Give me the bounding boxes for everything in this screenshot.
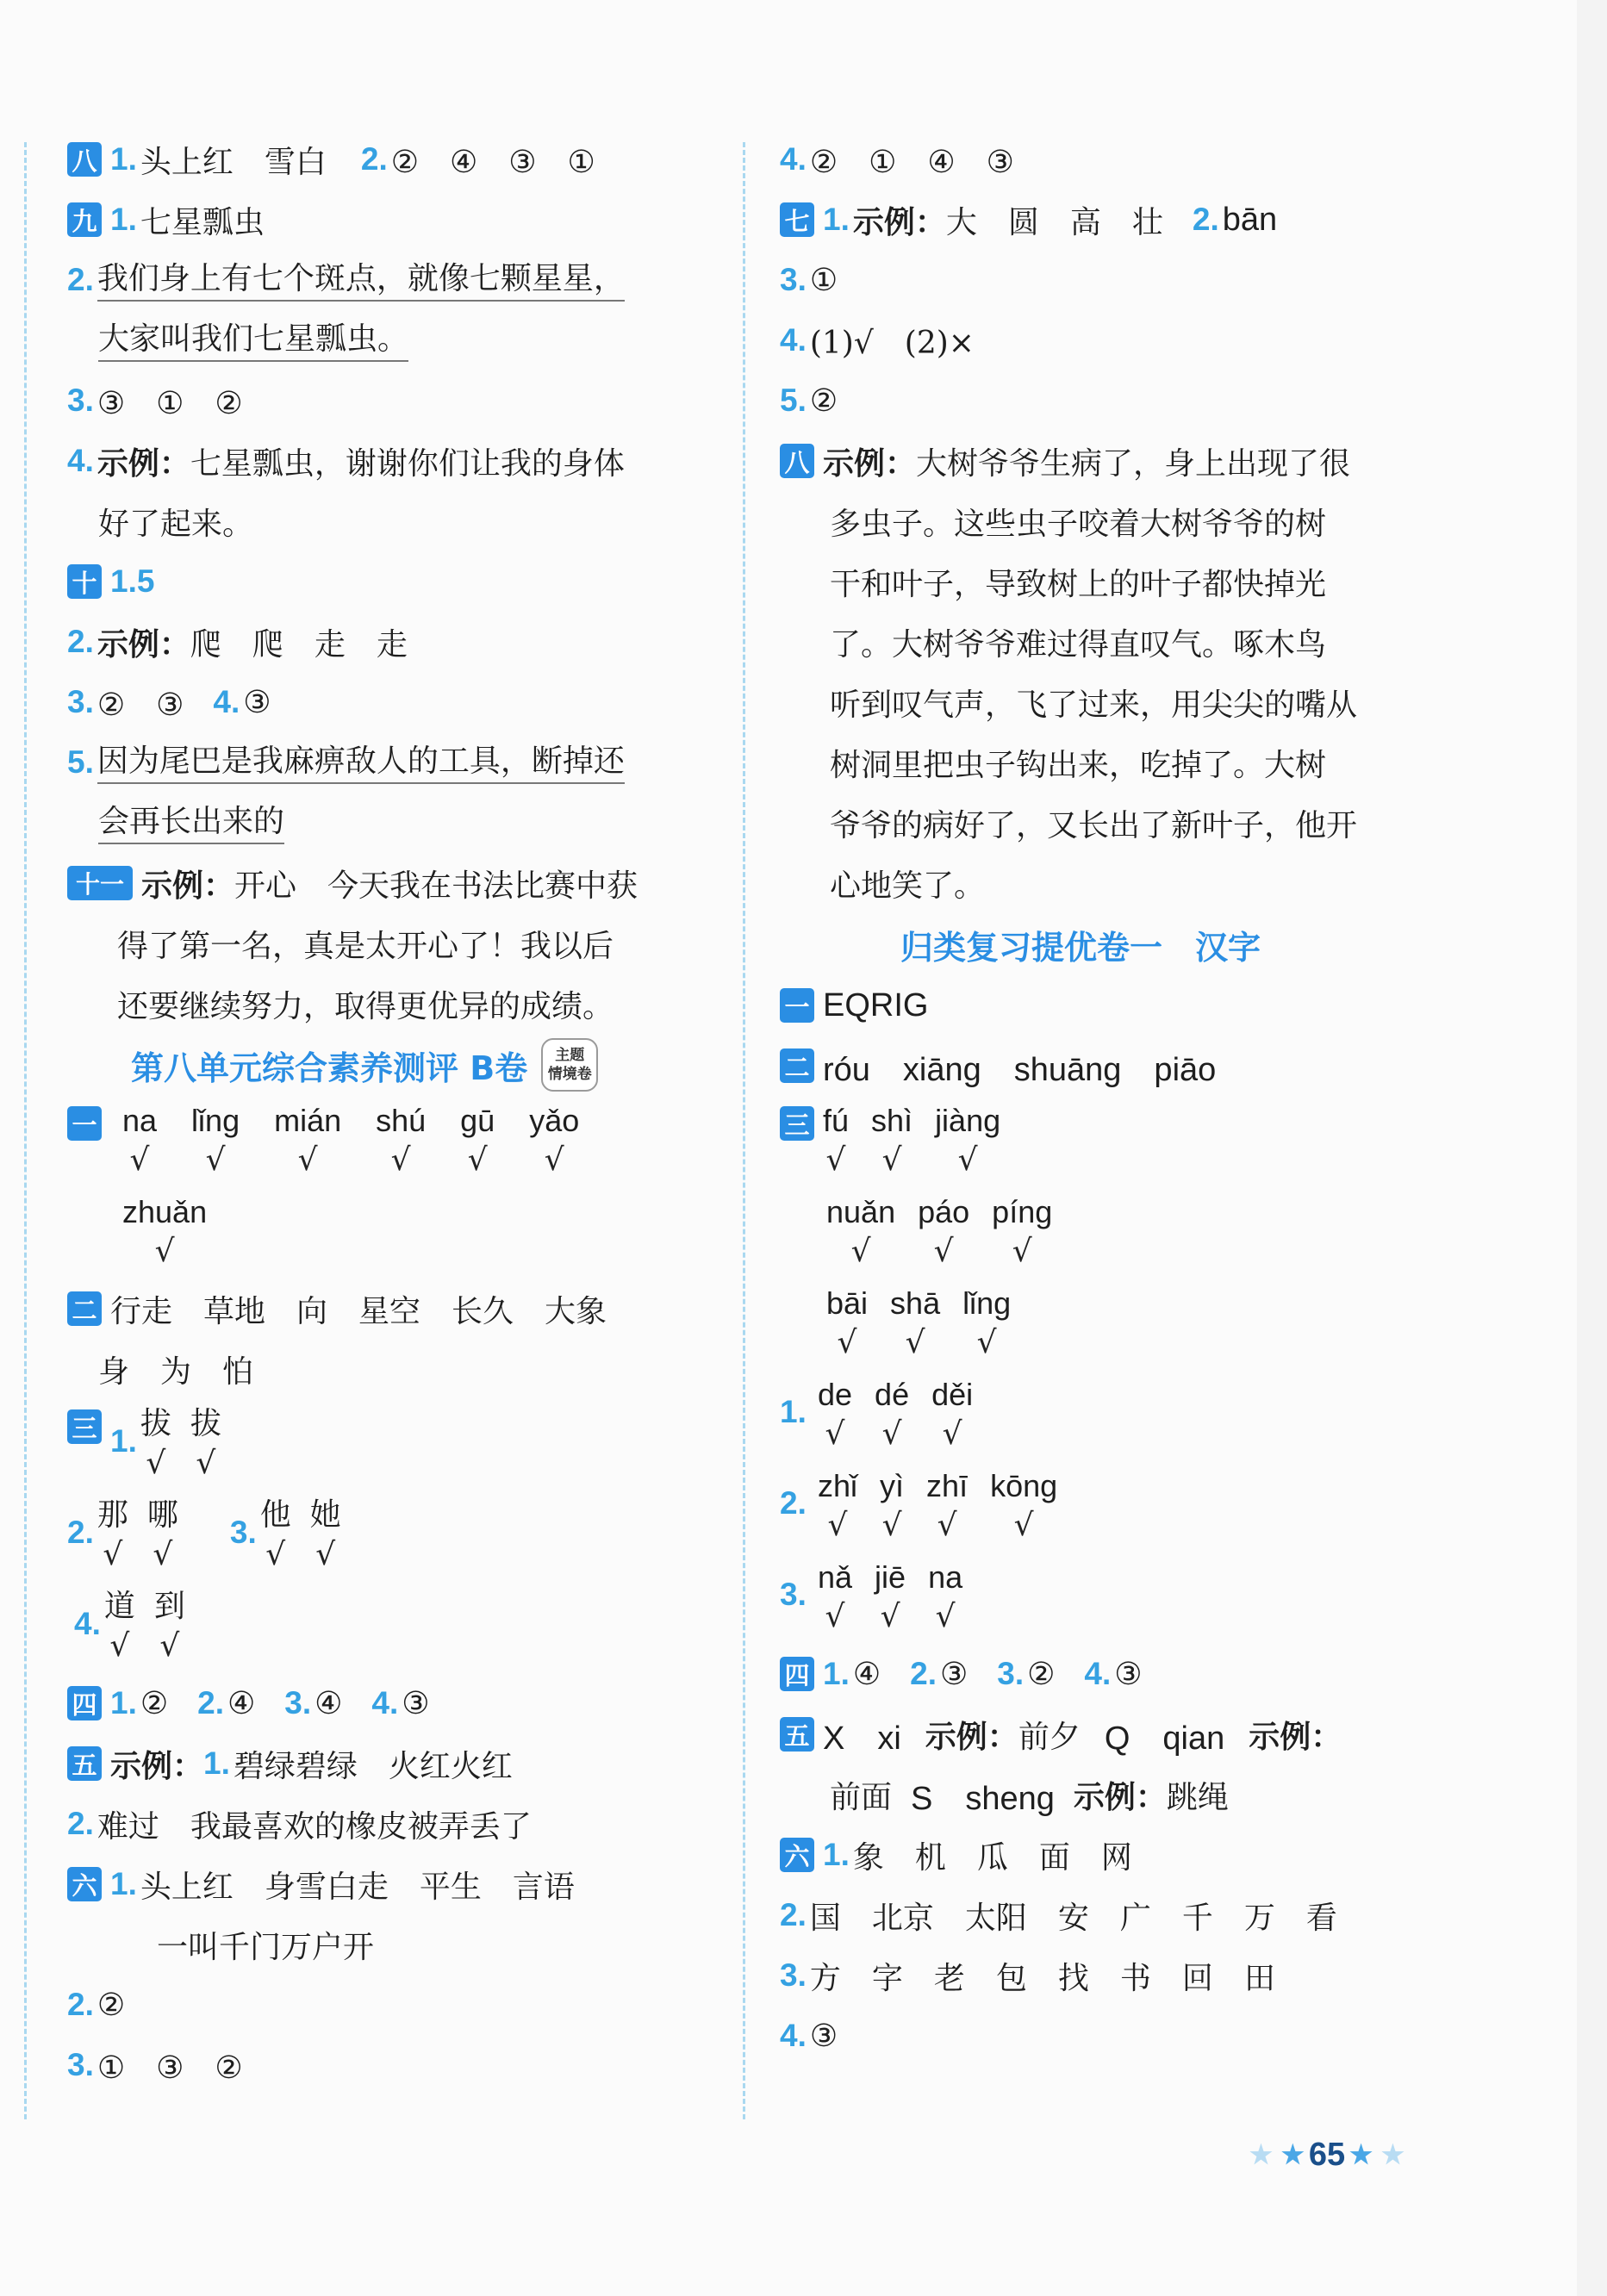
answer-text: ② ③ xyxy=(97,687,184,723)
page-footer xyxy=(1245,2137,1409,2174)
answer-line xyxy=(67,431,722,491)
pinyin-cell: shā √ xyxy=(890,1285,941,1360)
answer-text: 还要继续努力，取得更优异的成绩。 xyxy=(117,988,614,1024)
section-5-line: 五 X xi 示例： 前夕 Q qian 示例： xyxy=(780,1704,1452,1764)
pinyin-cell: kōng √ xyxy=(990,1468,1058,1543)
pinyin-cell: jiē √ xyxy=(875,1559,906,1634)
section-badge: 二 xyxy=(780,1048,814,1083)
pinyin-cell: shì √ xyxy=(871,1103,913,1178)
item-number: 4. xyxy=(74,1606,101,1641)
answer-text: 爬 爬 走 走 xyxy=(190,626,408,663)
section-6-line: 六 1. 象 机 瓜 面 网 xyxy=(780,1825,1452,1885)
answer-text: ③ xyxy=(809,2018,838,2054)
underlined-answer: 我们身上有七个斑点，就像七颗星星， xyxy=(97,258,625,302)
section-4-line: 四 1. ④ 2. ③ 3. ② 4. ③ xyxy=(780,1644,1452,1704)
item-number: 4. xyxy=(67,443,94,478)
pinyin-cell: nuǎn √ xyxy=(826,1194,896,1269)
answer-text: 开心 今天我在书法比赛中获 xyxy=(234,868,638,904)
item-number: 1. xyxy=(110,141,137,177)
star-icon: ★ xyxy=(1249,2141,1273,2169)
answer-line: 4. (1)√ (2)× xyxy=(780,322,975,361)
char-check-group xyxy=(67,1399,722,1490)
pinyin-cell: páo √ xyxy=(918,1194,970,1269)
answer-line: 3. ① ③ ② xyxy=(67,2035,722,2095)
star-icon: ★ xyxy=(1349,2141,1373,2169)
theme-tag-line: 主题 xyxy=(555,1047,585,1064)
pinyin-cell: shú √ xyxy=(376,1103,427,1178)
section-badge: 五 xyxy=(780,1717,814,1752)
pinyin-check-group xyxy=(67,1096,722,1187)
answer-line: 听到叹气声，飞了过来，用尖尖的嘴从 xyxy=(830,687,1358,723)
section-badge: 十 xyxy=(67,564,102,599)
section-badge: 四 xyxy=(780,1657,814,1691)
section-badge: 三 xyxy=(780,1106,814,1141)
pinyin-cell: lǐng √ xyxy=(191,1103,240,1178)
answer-line xyxy=(67,310,722,370)
answer-line xyxy=(67,913,722,974)
review-title-text: 归类复习提优卷一 汉字 xyxy=(900,928,1261,967)
char-cell: 那 √ xyxy=(97,1497,128,1572)
item-number: 3. xyxy=(229,1515,257,1550)
example-label: 示例： xyxy=(852,204,946,240)
answer-text: 头上红 身雪白走 平生 言语 xyxy=(140,1869,575,1905)
pinyin-check-group xyxy=(780,1279,1452,1370)
example-label: 示例： xyxy=(1073,1779,1167,1815)
answer-text: 象 机 瓜 面 网 xyxy=(852,1839,1132,1876)
pinyin-check-group xyxy=(67,1187,722,1279)
answer-line xyxy=(67,612,722,672)
answer-line xyxy=(67,250,722,310)
section-badge: 十一 xyxy=(67,866,133,900)
pinyin-cell: píng √ xyxy=(992,1194,1053,1269)
answer-line xyxy=(67,1339,722,1399)
answer-text: 大 圆 高 壮 xyxy=(945,204,1163,240)
pinyin-cell: gū √ xyxy=(460,1103,495,1178)
pinyin-cell: yǎo √ xyxy=(529,1103,580,1178)
answer-line: 多虫子。这些虫子咬着大树爷爷的树 xyxy=(830,506,1327,542)
answer-text: 七星瓢虫 xyxy=(140,204,265,240)
pinyin-cell: zhuǎn √ xyxy=(122,1194,208,1269)
pinyin-cell: mián √ xyxy=(274,1103,342,1178)
section-2-line xyxy=(67,1279,722,1339)
pinyin-check-group: 1. de √ dé √ děi √ xyxy=(780,1370,1452,1461)
item-number: 1. xyxy=(110,1423,137,1459)
char-cell: 他 √ xyxy=(259,1497,291,1572)
answer-line xyxy=(67,732,722,793)
section-badge: 一 xyxy=(780,988,814,1023)
answer-text: 一叫千门万户开 xyxy=(157,1929,375,1965)
char-cell: 拔 √ xyxy=(140,1406,171,1481)
answer-line: 3. ① xyxy=(780,262,838,298)
section-badge: 六 xyxy=(67,1867,102,1901)
answer-line: 2. ② xyxy=(67,1987,126,2023)
char-cell: 道 √ xyxy=(103,1589,135,1664)
example-label: 示例： xyxy=(110,1748,204,1784)
answer-text: 国 北京 太阳 安 广 千 万 看 xyxy=(809,1900,1337,1936)
section-7-line: 七 1. 示例： 大 圆 高 壮 2. bān xyxy=(780,190,1452,250)
pinyin-cell: bāi √ xyxy=(826,1285,869,1360)
underlined-answer: 大家叫我们七星瓢虫。 xyxy=(98,319,408,363)
answer-line xyxy=(67,370,722,431)
item-number: 1. xyxy=(110,202,137,237)
answer-text: EQRIG xyxy=(823,986,929,1024)
answer-text: ③ xyxy=(243,684,271,720)
answer-text: ② xyxy=(97,1987,126,2023)
answer-text: 难过 我最喜欢的橡皮被弄丢了 xyxy=(97,1808,532,1845)
example-label: 示例： xyxy=(925,1719,1018,1755)
answer-text: 行走 草地 向 星空 长久 大象 xyxy=(110,1293,607,1329)
answer-text: ③ ① ② xyxy=(97,385,243,421)
pinyin-cell: de √ xyxy=(818,1377,853,1452)
example-label: 示例： xyxy=(97,626,190,663)
answer-line: 前面 S sheng 示例： 跳绳 xyxy=(780,1764,1452,1825)
left-margin-divider xyxy=(24,142,27,2119)
underlined-answer: 因为尾巴是我麻痹敌人的工具，断掉还 xyxy=(97,741,625,785)
item-number: 2. xyxy=(360,141,388,177)
section-badge: 九 xyxy=(67,202,102,237)
page-number: 65 xyxy=(1308,2137,1346,2173)
answer-text: 好了起来。 xyxy=(98,506,254,542)
section-8-line xyxy=(780,431,1452,491)
section-2-line xyxy=(780,1036,1452,1096)
pinyin-check-group: 2. zhǐ √ yì √ zhī √ kōng √ xyxy=(780,1461,1452,1552)
section-11-line xyxy=(67,853,722,913)
section-6-line: 六 1. 头上红 身雪白走 平生 言语 xyxy=(67,1854,722,1914)
section-badge: 一 xyxy=(67,1106,102,1141)
answer-line: 心地笑了。 xyxy=(830,868,986,904)
pinyin-check-group xyxy=(780,1096,1452,1187)
answer-text: 七星瓢虫，谢谢你们让我的身体 xyxy=(190,445,625,482)
underlined-answer: 会再长出来的 xyxy=(98,801,284,845)
pinyin-cell: zhī √ xyxy=(926,1468,969,1543)
item-number: 1.5 xyxy=(110,563,155,599)
right-column xyxy=(780,129,1452,2066)
page-edge-shadow xyxy=(1577,0,1607,2296)
answer-text: ② ① ④ ③ xyxy=(809,144,1014,180)
answer-line xyxy=(67,491,722,551)
section-5-line: 五 示例： 1. 碧绿碧绿 火红火红 xyxy=(67,1733,722,1794)
answer-line xyxy=(67,672,722,732)
answer-text: 方 字 老 包 找 书 回 田 xyxy=(809,1960,1275,1996)
section-badge: 五 xyxy=(67,1746,102,1781)
answer-line: 5. ② xyxy=(780,383,838,419)
item-number: 2. xyxy=(67,262,94,297)
answer-text: 头上红 雪白 xyxy=(140,144,327,180)
char-cell: 哪 √ xyxy=(146,1497,178,1572)
unit-title-text: 第八单元综合素养测评 B卷 xyxy=(131,1048,528,1087)
answer-line: 树洞里把虫子钩出来，吃掉了。大树 xyxy=(830,747,1327,783)
answer-text: 碧绿碧绿 火红火红 xyxy=(233,1748,513,1784)
theme-tag xyxy=(541,1038,598,1092)
pinyin-cell: lǐng √ xyxy=(962,1285,1012,1360)
pinyin-cell: fú √ xyxy=(823,1103,850,1178)
star-icon: ★ xyxy=(1381,2141,1405,2169)
section-badge: 七 xyxy=(780,202,814,237)
answer-text: 大树爷爷生病了，身上出现了很 xyxy=(916,445,1351,482)
answer-line: 3. 方 字 老 包 找 书 回 田 xyxy=(780,1945,1452,2006)
section-badge: 四 xyxy=(67,1686,102,1720)
unit-title xyxy=(67,1034,722,1096)
section-badge: 八 xyxy=(780,444,814,478)
pinyin-cell: nǎ √ xyxy=(818,1559,853,1634)
char-check-group xyxy=(67,1582,722,1673)
char-cell: 到 √ xyxy=(153,1589,185,1664)
answer-line xyxy=(67,1914,722,1975)
item-number: 2. xyxy=(67,1515,94,1550)
pinyin-check-group: 3. nǎ √ jiē √ na √ xyxy=(780,1552,1452,1644)
star-icon: ★ xyxy=(1280,2141,1305,2169)
pinyin-cell: dé √ xyxy=(875,1377,910,1452)
answer-text: ② ④ ③ ① xyxy=(390,144,595,180)
answer-text: ① ③ ② xyxy=(97,2050,243,2086)
section-4-line: 四 1. ② 2. ④ 3. ④ 4. ③ xyxy=(67,1673,722,1733)
pinyin-cell: zhǐ √ xyxy=(818,1468,858,1543)
pinyin-cell: děi √ xyxy=(931,1377,974,1452)
section-9-line xyxy=(67,190,722,250)
item-number: 4. xyxy=(213,684,240,719)
answer-line xyxy=(67,793,722,853)
char-cell: 拔 √ xyxy=(190,1406,221,1481)
item-number: 5. xyxy=(67,744,94,780)
answer-line: 干和叶子，导致树上的叶子都快掉光 xyxy=(830,566,1327,602)
section-10-line xyxy=(67,551,722,612)
pinyin-cell: jiàng √ xyxy=(935,1103,1001,1178)
theme-tag-line: 情境卷 xyxy=(547,1066,592,1083)
section-badge: 二 xyxy=(67,1291,102,1326)
answer-line: 2. 国 北京 太阳 安 广 千 万 看 xyxy=(780,1885,1452,1945)
answer-line xyxy=(67,974,722,1034)
section-1-line xyxy=(780,975,1452,1036)
section-badge: 六 xyxy=(780,1838,814,1872)
column-divider xyxy=(743,142,745,2119)
section-badge: 三 xyxy=(67,1409,102,1444)
answer-line: 4. ③ xyxy=(780,2018,838,2054)
section-badge: 八 xyxy=(67,142,102,177)
char-cell: 她 √ xyxy=(309,1497,341,1572)
section-8-line xyxy=(67,129,722,190)
item-number: 3. xyxy=(67,383,94,418)
char-check-group xyxy=(67,1490,722,1582)
example-label: 示例： xyxy=(141,868,235,904)
pinyin-cell: na √ xyxy=(122,1103,158,1178)
pinyin-cell: yì √ xyxy=(880,1468,905,1543)
review-title xyxy=(780,913,1452,975)
pinyin-check-group xyxy=(780,1187,1452,1279)
example-label: 示例： xyxy=(97,445,190,482)
answer-line: 2. 难过 我最喜欢的橡皮被弄丢了 xyxy=(67,1794,722,1854)
answer-text: bān xyxy=(1222,201,1278,238)
answer-text: 身 为 怕 xyxy=(98,1353,254,1390)
pinyin-cell: na √ xyxy=(928,1559,963,1634)
item-number: 3. xyxy=(67,684,94,719)
example-label: 示例： xyxy=(1249,1719,1342,1755)
item-number: 2. xyxy=(67,624,94,659)
answer-text: róu xiāng shuāng piāo xyxy=(823,1051,1217,1088)
answer-line: 了。大树爷爷难过得直叹气。啄木鸟 xyxy=(830,626,1327,663)
answer-line: 4. ② ① ④ ③ xyxy=(780,129,1452,190)
example-label: 示例： xyxy=(823,445,917,482)
left-column xyxy=(67,129,722,2095)
answer-line: 爷爷的病好了，又长出了新叶子，他开 xyxy=(830,807,1358,843)
answer-text: 得了第一名，真是太开心了！我以后 xyxy=(117,928,614,964)
